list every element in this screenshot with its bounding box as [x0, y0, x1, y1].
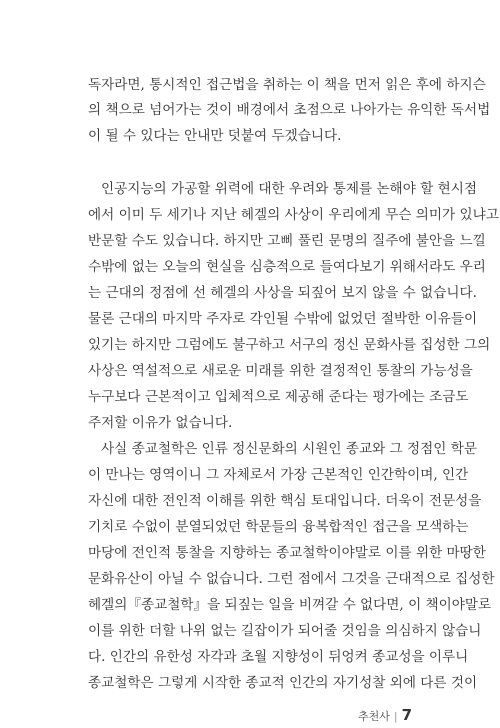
text-line: 헤겔의『종교철학』을 되짚는 일을 비껴갈 수 없다면, 이 책이야말로	[88, 597, 492, 613]
text-line: 종교철학은 그렇게 시작한 종교적 인간의 자기성찰 외에 다른 것이	[88, 675, 478, 691]
text-line: 독자라면, 통시적인 접근법을 취하는 이 책을 먼저 읽은 후에 하지슨	[88, 77, 486, 93]
text-line: 는 근대의 정점에 선 헤겔의 사상을 되짚어 보지 않을 수 없습니다.	[88, 285, 477, 301]
text-line: 이 만나는 영역이니 그 자체로서 가장 근본적인 인간학이며, 인간	[88, 467, 469, 483]
text-line: 이 될 수 있다는 안내만 덧붙여 두겠습니다.	[88, 128, 342, 144]
text-line: 기치로 수없이 분열되었던 학문들의 융복합적인 접근을 모색하는	[88, 519, 469, 535]
text-line: 반문할 수도 있습니다. 하지만 고삐 풀린 문명의 질주에 불안을 느낄	[88, 233, 486, 249]
text-line: 다. 인간의 유한성 자각과 초월 지향성이 뒤엉켜 종교성을 이루니	[88, 649, 469, 665]
text-line: 인공지능의 가공할 위력에 대한 우려와 통제를 논해야 할 현시점	[101, 181, 477, 197]
text-line: 사실 종교철학은 인류 정신문화의 시원인 종교와 그 정점인 학문	[101, 441, 477, 457]
text-line: 수밖에 없는 오늘의 현실을 심층적으로 들여다보기 위해서라도 우리	[88, 259, 486, 275]
text-line: 문화유산이 아닐 수 없습니다. 그런 점에서 그것을 근대적으로 집성한	[88, 571, 495, 587]
text-line: 사상은 역설적으로 새로운 미래를 위한 결정적인 통찰의 가능성을	[88, 363, 473, 379]
section-label: 추천사	[357, 710, 390, 723]
footer-separator: |	[393, 710, 398, 723]
text-line: 이를 위한 더할 나위 없는 길잡이가 되어줄 것임을 의심하지 않습니	[88, 623, 482, 639]
text-line: 누구보다 근본적이고 입체적으로 제공해 준다는 평가에는 조금도	[88, 389, 469, 405]
text-line: 마당에 전인적 통찰을 지향하는 종교철학이야말로 이를 위한 마땅한	[88, 545, 486, 561]
text-line: 물론 근대의 마지막 주자로 각인될 수밖에 없었던 절박한 이유들이	[88, 311, 478, 327]
page-number: 7	[401, 706, 412, 724]
text-line: 의 책으로 넘어가는 것이 배경에서 초점으로 나아가는 유익한 독서법	[88, 102, 491, 118]
text-line: 자신에 대한 전인적 이해를 위한 핵심 토대입니다. 더욱이 전문성을	[88, 493, 482, 509]
text-line: 에서 이미 두 세기나 지난 헤겔의 사상이 우리에게 무슨 의미가 있냐고	[88, 207, 499, 223]
page-footer	[358, 706, 412, 724]
text-line: 있기는 하지만 그럼에도 불구하고 서구의 정신 문화사를 집성한 그의	[88, 337, 491, 353]
text-line: 주저할 이유가 없습니다.	[88, 415, 233, 431]
